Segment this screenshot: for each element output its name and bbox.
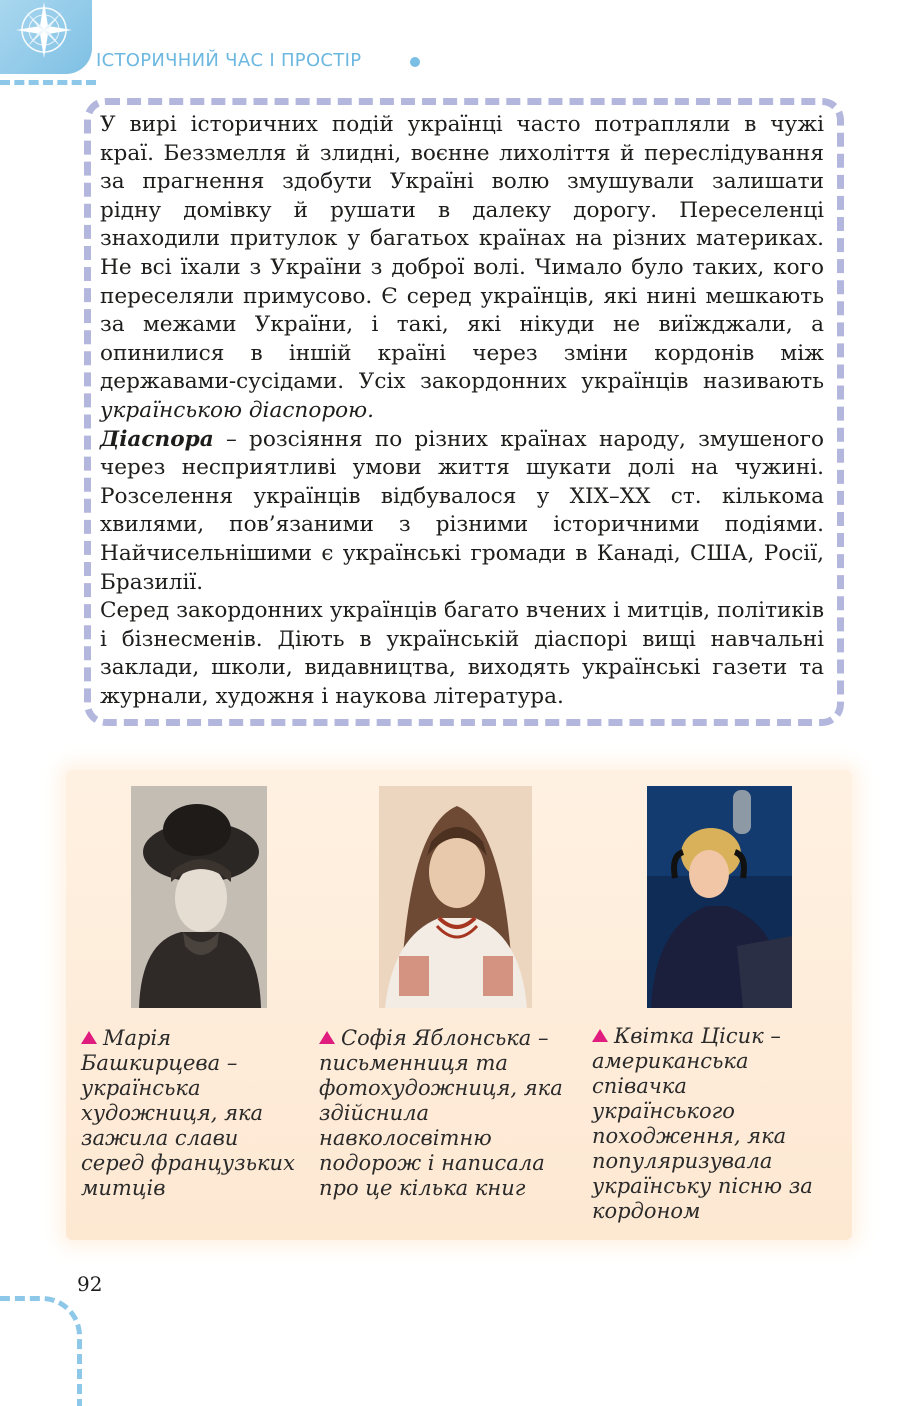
- main-text: [100, 111, 824, 711]
- paragraph-2: [100, 426, 824, 598]
- paragraph-3: Серед закордонних українців багато вчених і митців, політиків і бізнесменів. Діють в українській діаспорі вищі навчальні заклади, школи, видавництва, виходять українські газети та журнали, художня і наукова література.: [100, 598, 824, 709]
- caption-marker-icon: [319, 1031, 335, 1044]
- paragraph-1-text: У вирі історичних подій українці часто потрапляли в чужі краї. Беззмелля й злидні, воєнне лихоліття й переслідування за прагнення здобути Україні волю змушували залишати рідну домівку й рушати в далеку дорогу. Переселенці знаходили притулок у багатьох країнах на різних материках. Не всі їхали з України з доброї волі. Чимало було таких, кого переселяли примусово. Є серед українців, які нині мешкають за межами України, і такі, які нікуди не виїжджали, а опинилися в іншій країні через зміни кордонів між державами-сусідами. Усіх закордонних українців називають: [100, 112, 824, 395]
- portrait-photo-2: [379, 786, 532, 1008]
- caption-3-text: Квітка Цісик – американська співачка українського походження, яка популяризувала українську пісню за кордоном: [592, 1024, 813, 1223]
- caption-3: [592, 1024, 816, 1224]
- caption-marker-icon: [592, 1029, 608, 1042]
- section-title: ІСТОРИЧНИЙ ЧАС І ПРОСТІР: [96, 50, 362, 71]
- caption-2: [319, 1026, 571, 1201]
- diaspora-emphasis: українською діаспорою.: [100, 397, 375, 423]
- header-dot: [410, 57, 420, 67]
- portrait-photo-1: [131, 786, 267, 1008]
- caption-1: [81, 1026, 301, 1201]
- definition-term: Діаспора: [100, 426, 214, 452]
- caption-marker-icon: [81, 1031, 97, 1044]
- footer-dashed-curve: [0, 1296, 82, 1406]
- chapter-logo: [0, 0, 92, 74]
- paragraph-1: [100, 111, 824, 426]
- page-number: 92: [77, 1272, 103, 1296]
- caption-2-text: Софія Яблонська – письменниця та фотохудожниця, яка здійснила навколосвітню подорож і написала про це кілька книг: [319, 1026, 563, 1200]
- compass-rose-icon: [6, 0, 86, 70]
- portrait-photo-3: [647, 786, 792, 1008]
- caption-1-text: Марія Башкирцева – українська художниця, яка зажила слави серед французьких митців: [81, 1026, 295, 1200]
- header-dashed-line: [0, 70, 96, 85]
- definition-text: – розсіяння по різних країнах народу, змушеного через несприятливі умови життя шукати долі на чужині. Розселення українців відбувалося у XIX–XX ст. кількома хвилями, пов’язаними з різними історичними подіями. Найчисельнішими є українські громади в Канаді, США, Росії, Бразилії.: [100, 426, 824, 595]
